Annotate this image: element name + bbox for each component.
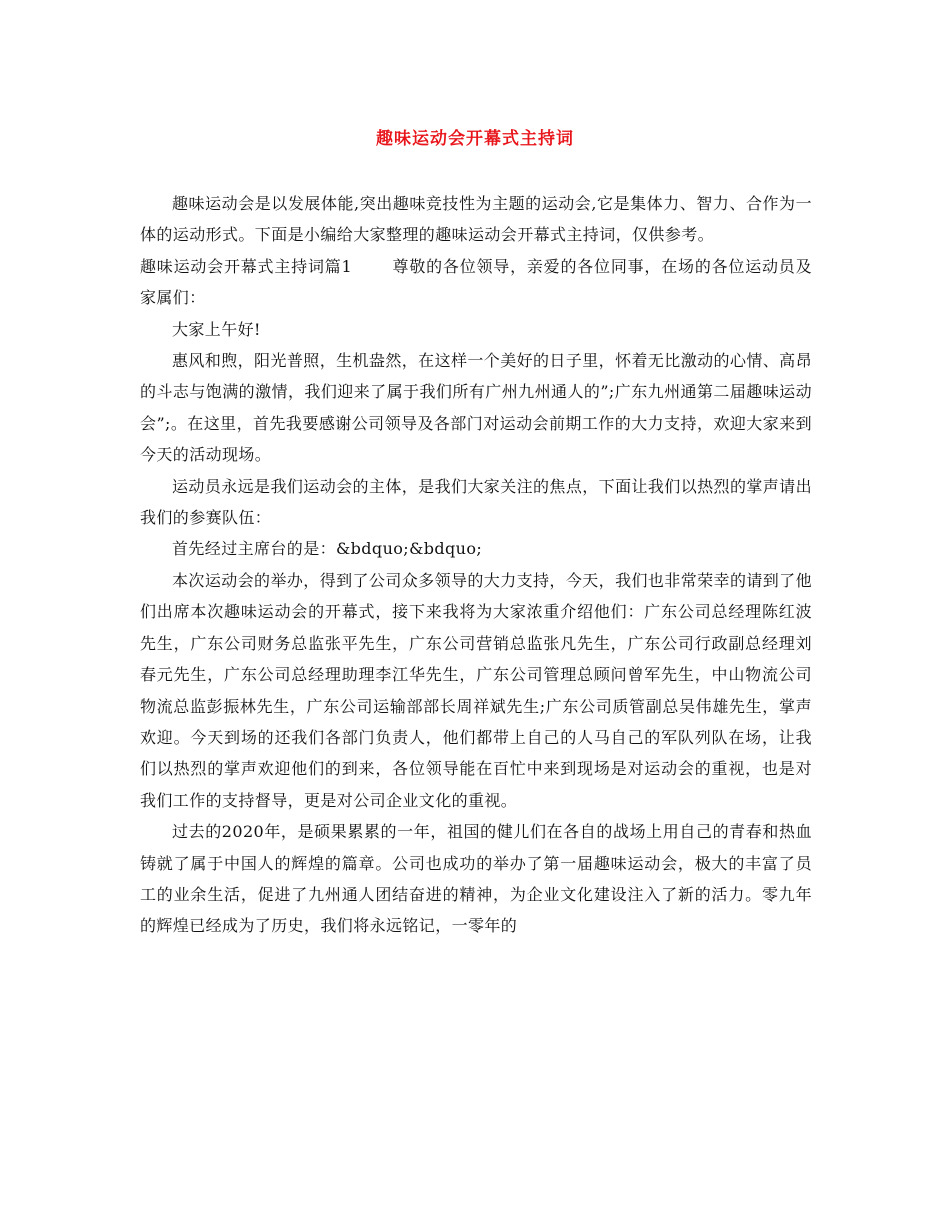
section-heading: 趣味运动会开幕式主持词篇1 [140, 256, 353, 276]
document-body [140, 188, 812, 942]
greeting-paragraph: 大家上午好! [172, 319, 261, 339]
intro-paragraph: 趣味运动会是以发展体能,突出趣味竞技性为主题的运动会,它是集体力、智力、合作为一体的运动形式。下面是小编给大家整理的趣味运动会开幕式主持词，仅供参考。 [140, 194, 812, 245]
document-title: 趣味运动会开幕式主持词 [376, 129, 574, 149]
salutation-text: 尊敬的各位领导，亲爱的各位同事，在场的各位运动员及家属们： [140, 256, 812, 308]
section-paragraph [140, 251, 812, 314]
rostrum-paragraph: 首先经过主席台的是：&bdquo;&bdquo; [172, 539, 483, 559]
opening-paragraph: 惠风和煦，阳光普照，生机盎然，在这样一个美好的日子里，怀着无比激动的心情、高昂的斗志与饱满的激情，我们迎来了属于我们所有广州九州通人的”;广东九州通第二届趣味运动会”;。在这里，首先我要感谢公司领导及各部门对运动会前期工作的大力支持，欢迎大家来到今天的活动现场。 [140, 351, 812, 465]
review-paragraph: 过去的2020年，是硕果累累的一年，祖国的健儿们在各自的战场上用自己的青春和热血铸就了属于中国人的辉煌的篇章。公司也成功的举办了第一届趣味运动会，极大的丰富了员工的业余生活，促进了九州通人团结奋进的精神，为企业文化建设注入了新的活力。零九年的辉煌已经成为了历史，我们将永远铭记，一零年的 [140, 822, 812, 936]
leaders-paragraph: 本次运动会的举办，得到了公司众多领导的大力支持，今天，我们也非常荣幸的请到了他们出席本次趣味运动会的开幕式，接下来我将为大家浓重介绍他们：广东公司总经理陈红波先生，广东公司财务总监张平先生，广东公司营销总监张凡先生，广东公司行政副总经理刘春元先生，广东公司总经理助理李江华先生，广东公司管理总顾问曾军先生，中山物流公司物流总监彭振林先生，广东公司运输部部长周祥斌先生;广东公司质管副总吴伟雄先生，掌声欢迎。今天到场的还我们各部门负责人，他们都带上自己的人马自己的军队列队在场，让我们以热烈的掌声欢迎他们的到来，各位领导能在百忙中来到现场是对运动会的重视，也是对我们工作的支持督导，更是对公司企业文化的重视。 [140, 570, 812, 810]
athletes-paragraph: 运动员永远是我们运动会的主体，是我们大家关注的焦点，下面让我们以热烈的掌声请出我们的参赛队伍： [140, 476, 812, 528]
